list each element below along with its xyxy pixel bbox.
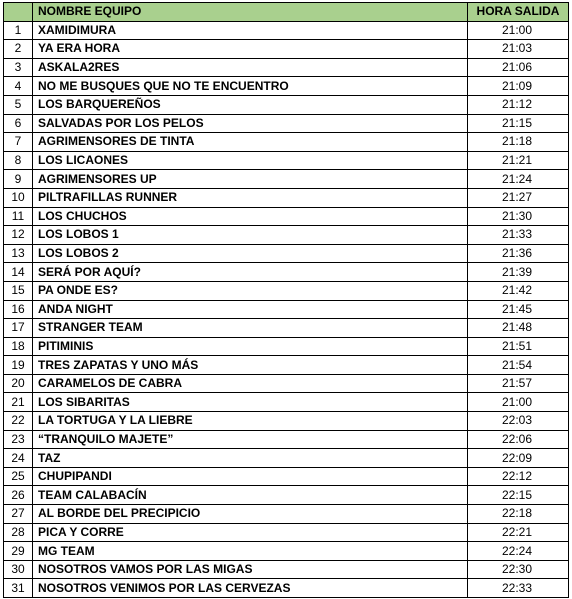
departure-time-cell: 21:39 bbox=[468, 263, 569, 282]
table-row bbox=[4, 114, 569, 133]
team-name-cell: XAMIDIMURA bbox=[33, 21, 468, 40]
row-number: 16 bbox=[4, 300, 33, 319]
departure-time-cell: 21:33 bbox=[468, 226, 569, 245]
departure-time-cell: 21:45 bbox=[468, 300, 569, 319]
team-name-cell: SALVADAS POR LOS PELOS bbox=[33, 114, 468, 133]
table-body bbox=[4, 21, 569, 597]
team-name-cell: MG TEAM bbox=[33, 542, 468, 561]
team-name-cell: PA ONDE ES? bbox=[33, 281, 468, 300]
team-departure-table-container bbox=[3, 2, 568, 596]
row-number: 1 bbox=[4, 21, 33, 40]
table-row bbox=[4, 40, 569, 59]
row-number: 7 bbox=[4, 133, 33, 152]
team-name-cell: “TRANQUILO MAJETE” bbox=[33, 430, 468, 449]
team-name-cell: AL BORDE DEL PRECIPICIO bbox=[33, 505, 468, 524]
row-number: 8 bbox=[4, 151, 33, 170]
team-name-cell: LOS LICAONES bbox=[33, 151, 468, 170]
row-number: 27 bbox=[4, 505, 33, 524]
departure-time-cell: 22:18 bbox=[468, 505, 569, 524]
team-name-cell: NOSOTROS VENIMOS POR LAS CERVEZAS bbox=[33, 579, 468, 598]
departure-time-cell: 22:06 bbox=[468, 430, 569, 449]
departure-time-cell: 21:30 bbox=[468, 207, 569, 226]
table-row bbox=[4, 356, 569, 375]
team-name-cell: YA ERA HORA bbox=[33, 40, 468, 59]
row-number: 23 bbox=[4, 430, 33, 449]
table-row bbox=[4, 319, 569, 338]
table-row bbox=[4, 467, 569, 486]
departure-time-cell: 21:00 bbox=[468, 393, 569, 412]
team-name-cell: ASKALA2RES bbox=[33, 58, 468, 77]
row-number: 24 bbox=[4, 449, 33, 468]
row-number: 21 bbox=[4, 393, 33, 412]
table-row bbox=[4, 579, 569, 598]
header-row bbox=[4, 3, 569, 22]
table-row bbox=[4, 430, 569, 449]
departure-time-cell: 21:21 bbox=[468, 151, 569, 170]
team-name-cell: SERÁ POR AQUÍ? bbox=[33, 263, 468, 282]
header-number-cell bbox=[4, 3, 33, 22]
departure-time-cell: 21:51 bbox=[468, 337, 569, 356]
row-number: 20 bbox=[4, 374, 33, 393]
departure-time-cell: 21:06 bbox=[468, 58, 569, 77]
table-row bbox=[4, 77, 569, 96]
row-number: 11 bbox=[4, 207, 33, 226]
departure-time-cell: 22:09 bbox=[468, 449, 569, 468]
team-name-cell: PILTRAFILLAS RUNNER bbox=[33, 188, 468, 207]
team-name-cell: AGRIMENSORES DE TINTA bbox=[33, 133, 468, 152]
departure-time-cell: 21:54 bbox=[468, 356, 569, 375]
departure-time-cell: 21:18 bbox=[468, 133, 569, 152]
row-number: 3 bbox=[4, 58, 33, 77]
team-name-cell: NOSOTROS VAMOS POR LAS MIGAS bbox=[33, 560, 468, 579]
row-number: 2 bbox=[4, 40, 33, 59]
team-name-cell: LA TORTUGA Y LA LIEBRE bbox=[33, 412, 468, 431]
row-number: 26 bbox=[4, 486, 33, 505]
table-row bbox=[4, 560, 569, 579]
table-row bbox=[4, 207, 569, 226]
team-name-cell: TRES ZAPATAS Y UNO MÁS bbox=[33, 356, 468, 375]
row-number: 5 bbox=[4, 95, 33, 114]
team-name-cell: AGRIMENSORES UP bbox=[33, 170, 468, 189]
row-number: 19 bbox=[4, 356, 33, 375]
departure-time-cell: 21:12 bbox=[468, 95, 569, 114]
row-number: 22 bbox=[4, 412, 33, 431]
table-row bbox=[4, 58, 569, 77]
departure-time-cell: 21:27 bbox=[468, 188, 569, 207]
row-number: 29 bbox=[4, 542, 33, 561]
table-row bbox=[4, 505, 569, 524]
row-number: 31 bbox=[4, 579, 33, 598]
table-row bbox=[4, 170, 569, 189]
row-number: 25 bbox=[4, 467, 33, 486]
departure-time-cell: 21:36 bbox=[468, 244, 569, 263]
team-name-cell: LOS LOBOS 2 bbox=[33, 244, 468, 263]
departure-time-cell: 22:21 bbox=[468, 523, 569, 542]
row-number: 13 bbox=[4, 244, 33, 263]
row-number: 14 bbox=[4, 263, 33, 282]
departure-time-cell: 22:03 bbox=[468, 412, 569, 431]
table-row bbox=[4, 281, 569, 300]
team-name-cell: LOS SIBARITAS bbox=[33, 393, 468, 412]
row-number: 18 bbox=[4, 337, 33, 356]
departure-time-cell: 22:24 bbox=[468, 542, 569, 561]
table-row bbox=[4, 226, 569, 245]
table-row bbox=[4, 188, 569, 207]
row-number: 12 bbox=[4, 226, 33, 245]
departure-time-cell: 22:12 bbox=[468, 467, 569, 486]
table-row bbox=[4, 300, 569, 319]
departure-time-cell: 21:48 bbox=[468, 319, 569, 338]
table-row bbox=[4, 542, 569, 561]
table-row bbox=[4, 412, 569, 431]
team-name-cell: PITIMINIS bbox=[33, 337, 468, 356]
departure-time-cell: 21:42 bbox=[468, 281, 569, 300]
table-row bbox=[4, 151, 569, 170]
row-number: 17 bbox=[4, 319, 33, 338]
row-number: 30 bbox=[4, 560, 33, 579]
departure-time-cell: 21:57 bbox=[468, 374, 569, 393]
table-row bbox=[4, 393, 569, 412]
table-row bbox=[4, 263, 569, 282]
row-number: 6 bbox=[4, 114, 33, 133]
departure-time-cell: 22:30 bbox=[468, 560, 569, 579]
team-name-cell: TEAM CALABACÍN bbox=[33, 486, 468, 505]
departure-time-cell: 22:33 bbox=[468, 579, 569, 598]
table-row bbox=[4, 21, 569, 40]
team-name-cell: LOS LOBOS 1 bbox=[33, 226, 468, 245]
team-name-cell: CHUPIPANDI bbox=[33, 467, 468, 486]
departure-time-cell: 21:03 bbox=[468, 40, 569, 59]
table-row bbox=[4, 337, 569, 356]
departure-time-cell: 21:00 bbox=[468, 21, 569, 40]
table-row bbox=[4, 374, 569, 393]
team-name-cell: LOS CHUCHOS bbox=[33, 207, 468, 226]
departure-time-cell: 21:24 bbox=[468, 170, 569, 189]
team-name-cell: NO ME BUSQUES QUE NO TE ENCUENTRO bbox=[33, 77, 468, 96]
table-row bbox=[4, 133, 569, 152]
table-row bbox=[4, 449, 569, 468]
team-departure-table bbox=[3, 2, 569, 598]
table-row bbox=[4, 244, 569, 263]
team-name-cell: LOS BARQUEREÑOS bbox=[33, 95, 468, 114]
row-number: 4 bbox=[4, 77, 33, 96]
team-name-cell: ANDA NIGHT bbox=[33, 300, 468, 319]
team-name-cell: STRANGER TEAM bbox=[33, 319, 468, 338]
row-number: 10 bbox=[4, 188, 33, 207]
row-number: 9 bbox=[4, 170, 33, 189]
table-row bbox=[4, 95, 569, 114]
table-row bbox=[4, 486, 569, 505]
departure-time-cell: 21:15 bbox=[468, 114, 569, 133]
team-name-cell: PICA Y CORRE bbox=[33, 523, 468, 542]
row-number: 15 bbox=[4, 281, 33, 300]
header-departure-time: HORA SALIDA bbox=[468, 3, 569, 22]
team-name-cell: TAZ bbox=[33, 449, 468, 468]
departure-time-cell: 21:09 bbox=[468, 77, 569, 96]
team-name-cell: CARAMELOS DE CABRA bbox=[33, 374, 468, 393]
row-number: 28 bbox=[4, 523, 33, 542]
table-row bbox=[4, 523, 569, 542]
departure-time-cell: 22:15 bbox=[468, 486, 569, 505]
header-team-name: NOMBRE EQUIPO bbox=[33, 3, 468, 22]
